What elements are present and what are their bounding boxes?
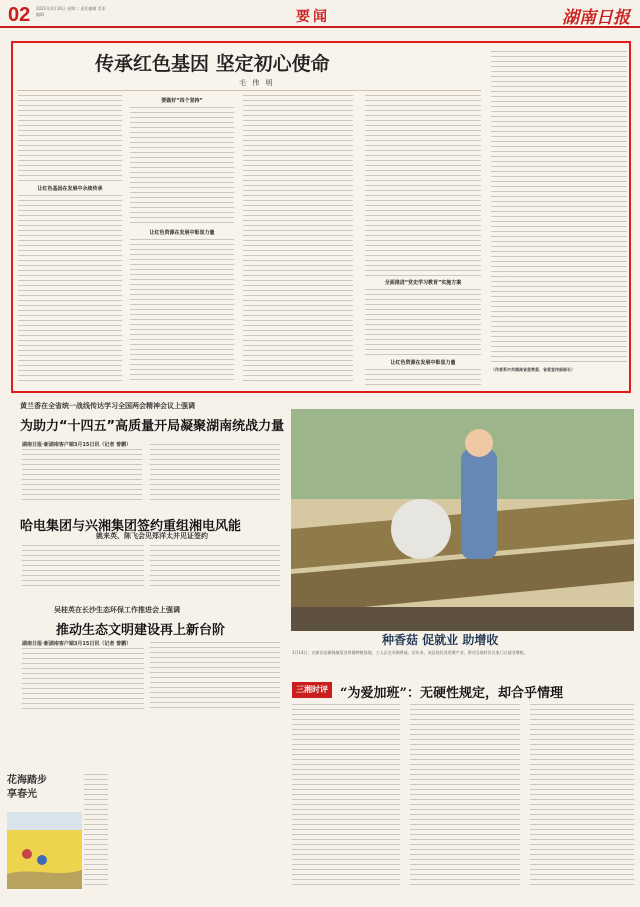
article-body bbox=[150, 444, 280, 504]
feature-column-1 bbox=[18, 95, 122, 385]
feature-subhead: 让红色基因在发展中永续传承 bbox=[37, 186, 103, 192]
issue-meta: 2021年3月16日 星期二 责任编辑 美术编辑 bbox=[36, 6, 106, 17]
feature-byline: 毛 伟 明 bbox=[239, 79, 275, 87]
feature-column-3 bbox=[243, 95, 353, 385]
feature-subhead: 全面推进“党史学习教育”实施方案 bbox=[384, 280, 462, 286]
feature-subhead: 让红色资源在发展中彰显力量 bbox=[149, 230, 215, 236]
photo-credit: 3月14日，在新田县新隆镇某食用菌种植基地，工人正在采摘香菇。近年来，该县依托食用菌产业，带动当地村民在家门口就业增收。 bbox=[292, 650, 528, 655]
commentary-tag: 三湘时评 bbox=[292, 682, 332, 698]
commentary-column-1 bbox=[292, 704, 400, 888]
feature-column-4 bbox=[365, 95, 481, 385]
feature-subhead: 要做好“四个坚持” bbox=[161, 98, 203, 104]
feature-column-2 bbox=[130, 95, 234, 385]
commentary-column-3 bbox=[530, 704, 634, 888]
article-body bbox=[22, 449, 142, 503]
photo-feature-title: 花海踏步 享春光 bbox=[7, 775, 47, 800]
article-kicker: 黄兰香在全省统一战线传达学习全国两会精神会议上强调 bbox=[20, 402, 195, 410]
flower-field-photo bbox=[7, 812, 82, 889]
commentary-headline: “为爱加班”：无硬性规定，却合乎情理 bbox=[340, 686, 563, 701]
mushroom-harvest-photo bbox=[291, 409, 634, 631]
section-title: 要闻 bbox=[296, 9, 330, 25]
feature-subhead: 让红色资源在发展中彰显力量 bbox=[390, 360, 456, 366]
article-body bbox=[150, 545, 280, 589]
author-footnote: （作者系中共湖南省委常委、省委宣传部部长） bbox=[491, 367, 575, 372]
article-kicker: 吴桂英在长沙生态环保工作推进会上强调 bbox=[54, 606, 180, 614]
page-number: 02 bbox=[8, 4, 31, 26]
article-body bbox=[150, 642, 280, 712]
article-subhead: 姚来英、陈飞会见郑洋太并见证签约 bbox=[96, 532, 208, 540]
article-lead: 湖南日报·新湖南客户端3月15日讯（记者 曾鹏） bbox=[22, 641, 132, 647]
commentary-column-2 bbox=[410, 704, 520, 888]
newspaper-logo: 湖南日报 bbox=[562, 8, 630, 28]
feature-column-5 bbox=[491, 51, 627, 385]
photo-caption: 种香菇 促就业 助增收 bbox=[382, 633, 499, 647]
photo-description bbox=[84, 774, 108, 886]
article-headline: 哈电集团与兴湘集团签约重组湘电风能 bbox=[20, 519, 242, 534]
article-lead: 湖南日报·新湖南客户端3月15日讯（记者 曾鹏） bbox=[22, 442, 132, 448]
page-header bbox=[0, 0, 640, 28]
feature-headline: 传承红色基因 坚定初心使命 bbox=[95, 53, 330, 75]
article-headline: 推动生态文明建设再上新台阶 bbox=[56, 623, 226, 638]
article-body bbox=[22, 545, 144, 589]
article-headline: 为助力“十四五”高质量开局凝聚湖南统战力量 bbox=[20, 419, 285, 434]
feature-article bbox=[11, 41, 631, 393]
article-body bbox=[22, 648, 144, 712]
title-divider bbox=[17, 90, 481, 91]
